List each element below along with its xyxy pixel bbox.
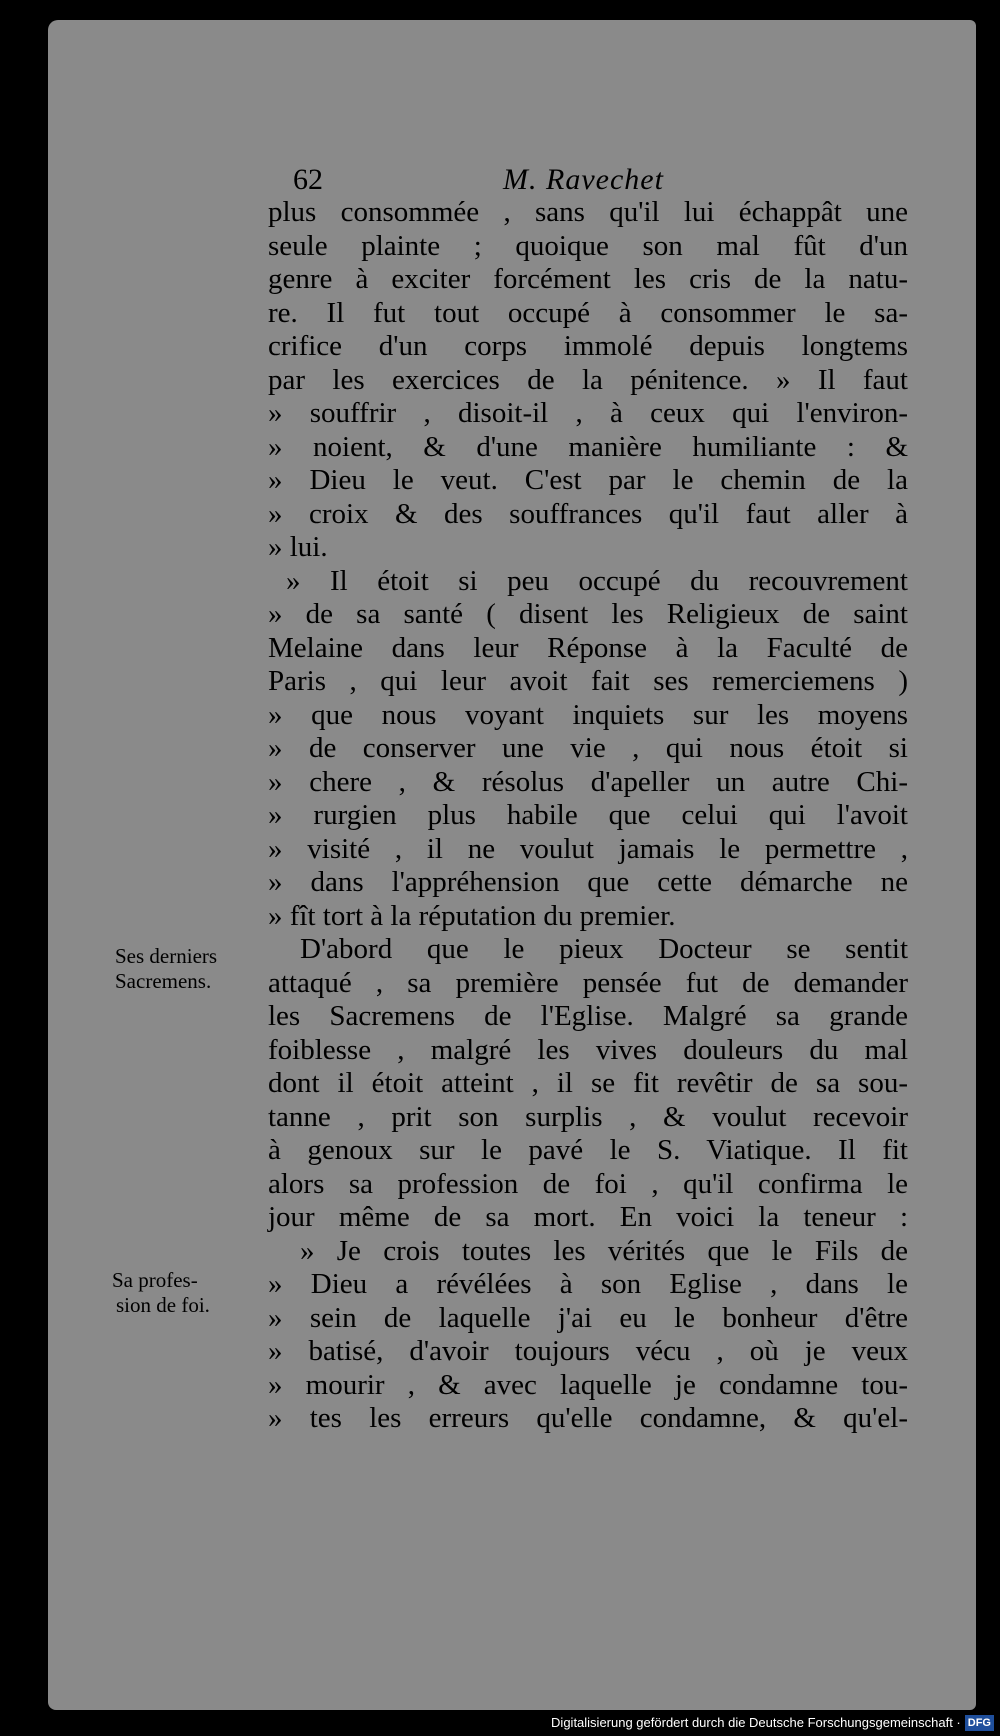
body-text [268,196,908,1436]
text-line: » sein de laquelle j'ai eu le bonheur d'être [268,1301,908,1334]
page-header [293,160,905,200]
text-line: » dans l'appréhension que cette démarche ne [268,866,908,898]
text-line: » souffrir , disoit-il , à ceux qui l'environ- [268,397,908,429]
text-line: plus consommée , sans qu'il lui échappât une [268,196,908,228]
text-line: » chere , & résolus d'apeller un autre Chi- [268,765,908,798]
footer-credit: Digitalisierung gefördert durch die Deutsche Forschungsgemeinschaft · [551,1715,961,1730]
text-line: » Il étoit si peu occupé du recouvrement [286,564,908,597]
text-line: à genoux sur le pavé le S. Viatique. Il fit [268,1134,908,1166]
text-line: les Sacremens de l'Eglise. Malgré sa grande [268,1000,908,1032]
margin-note-line: Sacremens. [115,969,212,993]
text-line: » de conserver une vie , qui nous étoit si [268,732,908,764]
text-line: genre à exciter forcément les cris de la natu- [268,263,908,295]
text-line: seule plainte ; quoique son mal fût d'un [268,229,908,262]
text-line: attaqué , sa première pensée fut de demander [268,966,908,999]
digitization-footer [551,1714,994,1732]
text-line: » fît tort à la réputation du premier. [268,899,676,932]
text-line: re. Il fut tout occupé à consommer le sa- [268,296,908,329]
text-line: » que nous voyant inquiets sur les moyens [268,698,908,731]
margin-note-line: sion de foi. [116,1293,210,1317]
text-line: » croix & des souffrances qu'il faut aller à [268,497,908,530]
margin-note-profession-of-faith [112,1268,210,1318]
text-line: Paris , qui leur avoit fait ses remerciemens ) [268,665,908,697]
text-line: » rurgien plus habile que celui qui l'avoit [268,799,908,831]
text-line: D'abord que le pieux Docteur se sentit [300,933,908,965]
text-line: » visité , il ne voulut jamais le permettre , [268,832,908,865]
text-line: » noient, & d'une manière humiliante : & [268,430,908,463]
text-line: jour même de sa mort. En voici la teneur : [268,1201,908,1233]
text-line: » batisé, d'avoir toujours vécu , où je veux [268,1335,908,1367]
text-line: dont il étoit atteint , il se fit revêtir de sa sou- [268,1067,908,1099]
margin-note-line: Sa profes- [112,1268,198,1292]
text-line: Melaine dans leur Réponse à la Faculté de [268,631,908,664]
text-line: » mourir , & avec laquelle je condamne tou- [268,1368,908,1401]
text-line: » de sa santé ( disent les Religieux de saint [268,598,908,630]
margin-note-line: Ses derniers [115,944,218,968]
text-line: » Dieu le veut. C'est par le chemin de la [268,464,908,496]
text-line: » lui. [268,531,328,563]
text-line: » Je crois toutes les vérités que le Fils de [300,1234,908,1267]
text-line: foiblesse , malgré les vives douleurs du mal [268,1033,908,1066]
text-line: crifice d'un corps immolé depuis longtems [268,330,908,362]
margin-note-last-sacraments [115,944,217,994]
text-line: » Dieu a révélées à son Eglise , dans le [268,1268,908,1300]
text-line: alors sa profession de foi , qu'il confirma le [268,1167,908,1200]
text-line: » tes les erreurs qu'elle condamne, & qu'el- [268,1402,908,1434]
dfg-logo: DFG [965,1715,994,1731]
page-number: 62 [293,163,323,196]
running-title: M. Ravechet [503,163,664,196]
text-line: par les exercices de la pénitence. » Il faut [268,363,908,396]
text-line: tanne , prit son surplis , & voulut recevoir [268,1100,908,1133]
